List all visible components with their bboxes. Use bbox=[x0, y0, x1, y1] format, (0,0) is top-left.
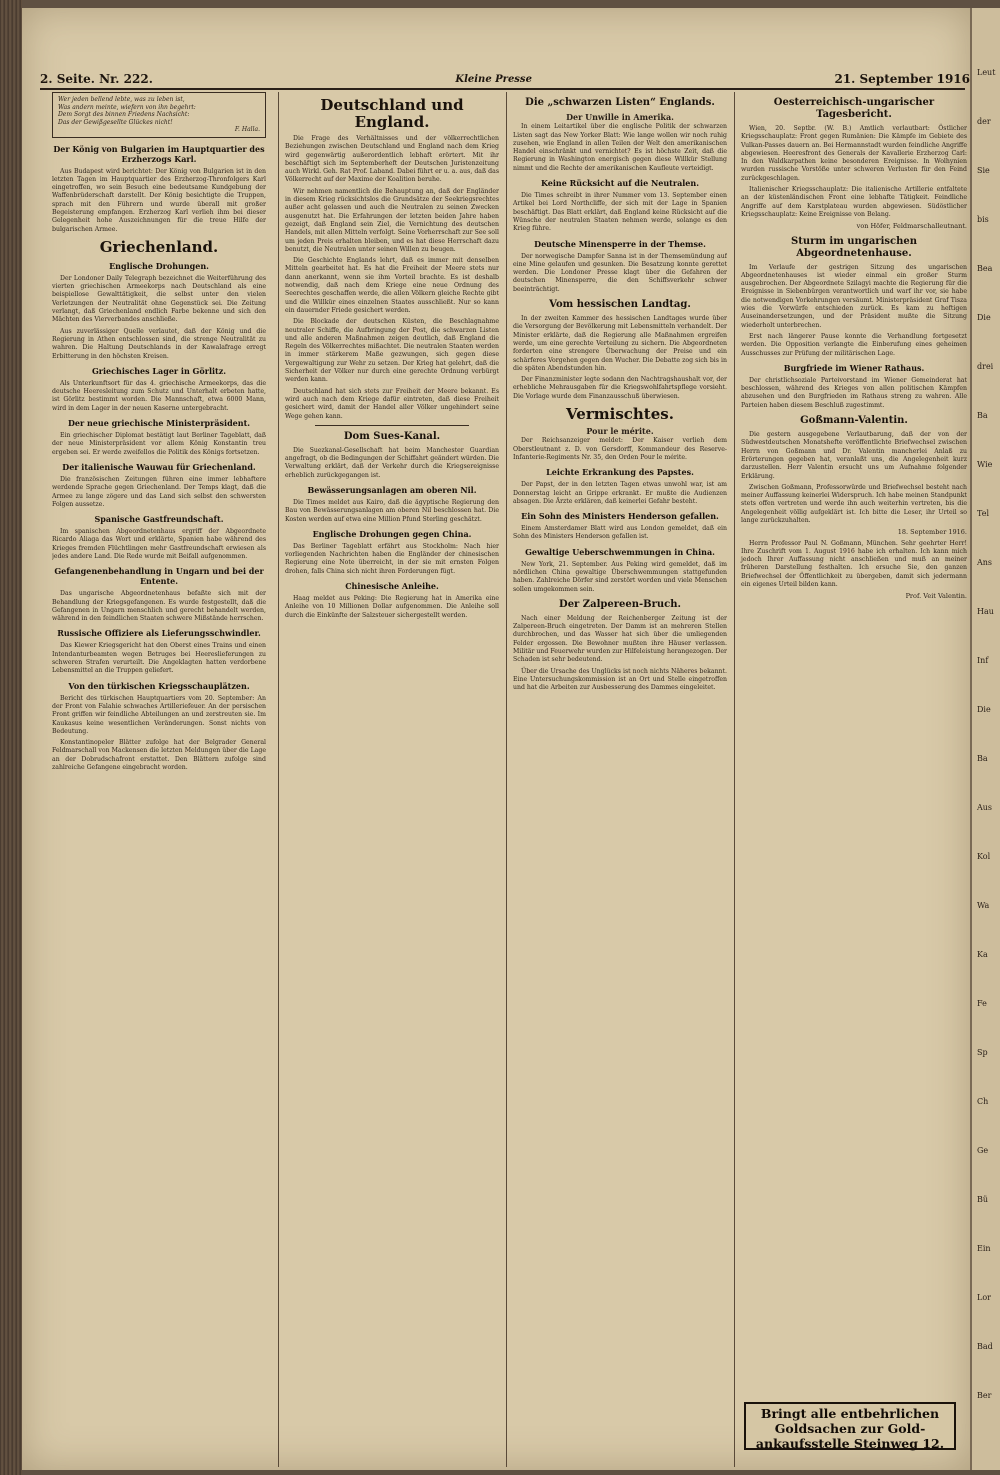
signature: Prof. Veit Valentin. bbox=[905, 592, 967, 601]
article-text: Die Blockade der deutschen Küsten, die Beschlagnahme neutraler Schiffe, die Aufbringung der Post, die schwarzen Listen und alle anderen Maßnahmen zeigen deutlich, daß England die Regeln des Völkerrechtes mißachtet. Die neutralen Staaten werden in immer stärkerem Maße gezwungen, sich gegen diese Vergewaltigung zur Wehr zu setzen. Der Krieg hat gelehrt, daß die Sicherheit der Völker nur durch eine gerechte Ordnung verbürgt werden kann. bbox=[285, 318, 499, 384]
article-text: Das Kiewer Kriegsgericht hat den Oberst eines Trains und einen Intendanturbeamten wegen Betruges bei Heereslieferungen zu schweren Strafen verurteilt. Die Angeklagten hatten verdorbene Lebensmittel an die Truppen geliefert. bbox=[52, 642, 266, 675]
edge-fragment: Bü bbox=[977, 1195, 989, 1204]
article-text: Der norwegische Dampfer Sanna ist in der Themsemündung auf eine Mine gelaufen und gesunken. Die Besatzung konnte gerettet werden. Die Londoner Presse klagt über die Gefahren der deutschen Minensperre, die den Schiffsverkehr schwer beeinträchtigt. bbox=[513, 252, 727, 293]
signature: von Höfer, Feldmarschalleutnant. bbox=[856, 222, 967, 231]
article-text: Konstantinopeler Blätter zufolge hat der Belgrader General Feldmarschall von Mackensen die letzten Meldungen über die Lage an der Dobrudschafront erstattet. Den Blättern zufolge sind zahlreiche Gefangene eingebracht worden. bbox=[52, 739, 266, 772]
edge-fragment: Bad bbox=[977, 1342, 993, 1351]
article-text: Im spanischen Abgeordnetenhaus ergriff der Abgeordnete Ricardo Aliaga das Wort und erklärte, Spanien habe während des Krieges fremden Flüchtlingen mehr Gastfreundschaft erwiesen als jedes andere Land. Die Rede wurde mit Beifall aufgenommen. bbox=[52, 528, 266, 560]
subheadline-listen: Der Unwille in Amerika. bbox=[566, 112, 674, 122]
headline-koenig: Der König von Bulgarien im Hauptquartier des Erzherzogs Karl. bbox=[53, 143, 265, 164]
book-binding bbox=[0, 0, 22, 1475]
article-text: Die Suezkanal-Gesellschaft hat beim Manchester Guardian angefragt, ob die Bedingungen der Schiffahrt geändert würden. Die Verwaltung erklärt, daß der Verkehr durch die Kriegsereignisse erheblich zurückgegangen ist. bbox=[285, 446, 499, 479]
edge-fragment: Die bbox=[977, 313, 991, 322]
header-rule bbox=[40, 88, 965, 90]
edge-fragment: Ba bbox=[977, 754, 988, 763]
article-text: Die Times schreibt in ihrer Nummer vom 13. September einen Artikel bei Lord Northcliffe, der sich mit der Lage in Spanien beschäftigt. Das Blatt erklärt, daß England keine Rücksicht auf die Wünsche der neutralen Staaten nehmen werde, solange es den Krieg führe. bbox=[513, 192, 727, 233]
edge-fragment: Ein bbox=[977, 1244, 991, 1253]
article-text: Einem Amsterdamer Blatt wird aus London gemeldet, daß ein Sohn des Ministers Henderson gefallen ist. bbox=[513, 525, 727, 541]
subheadline-merite: Pour le mérite. bbox=[586, 426, 654, 437]
article-text: Der Papst, der in den letzten Tagen etwas unwohl war, ist am Donnerstag leicht an Grippe erkrankt. Er mußte die Audienzen absagen. Die Ärzte erklären, daß keinerlei Gefahr besteht. bbox=[513, 481, 727, 505]
edge-fragment: Hau bbox=[977, 607, 994, 616]
edge-fragment: Ba bbox=[977, 411, 988, 420]
edge-fragment: bis bbox=[977, 215, 989, 224]
article-text: Die französischen Zeitungen führen eine immer lebhaftere werdende Sprache gegen Griechenland. Der Temps klagt, daß die Armee zu lange zögere und das Land sich selbst den schwersten Folgen aussetze. bbox=[52, 475, 266, 508]
article-text: Haag meldet aus Peking: Die Regierung hat in Amerika eine Anleihe von 10 Millionen Dollar aufgenommen. Die Anleihe soll durch die Einkünfte der Salzsteuer sichergestellt werden. bbox=[285, 595, 499, 619]
page-header bbox=[40, 70, 970, 88]
section-vermischtes: Vermischtes. bbox=[566, 405, 674, 424]
edge-fragment: Aus bbox=[977, 803, 993, 812]
headline-deutschland-england: Deutschland und England. bbox=[320, 96, 464, 131]
article-text: Aus Budapest wird berichtet: Der König von Bulgarien ist in den letzten Tagen im Hauptquartier des Erzherzog-Thronfolgers Karl eingetroffen, wo sein Besuch eine bedeutsame Kundgebung der Waffenbrüderschaft darstellt. Der König besichtigte die Truppen, sprach mit den Führern und wurde überall mit großer Begeisterung empfangen. Erzherzog Karl verlieh ihm bei dieser Gelegenheit hohe Auszeichnungen für die treue Hilfe der bulgarischen Armee. bbox=[52, 167, 266, 233]
column-2 bbox=[278, 92, 499, 1467]
edge-fragment: Leut bbox=[977, 68, 996, 77]
edge-fragment: Ka bbox=[977, 950, 988, 959]
headline-listen: Die „schwarzen Listen“ Englands. bbox=[525, 97, 715, 108]
article-text: Wien, 20. Septbr. (W. B.) Amtlich verlautbart: Östlicher Kriegsschauplatz: Front gegen Rumänien: Die Kämpfe im Gebiete des Vulkan-Passes dauern an. Bei Hermannstadt wurden feindliche Angriffe abgewiesen. Heeresfront des Generals der Kavallerie Erzherzog Carl: In den Waldkarpathen keine besonderen Ereignisse. In Wolhynien wurden russische Vorstöße unter schweren Verlusten für den Feind zurückgeschlagen. bbox=[741, 125, 967, 182]
headline-china: Englische Drohungen gegen China. bbox=[312, 528, 472, 539]
article-text: New York, 21. September. Aus Peking wird gemeldet, daß im nördlichen China gewaltige Überschwemmungen stattgefunden haben. Zahlreiche Dörfer sind zerstört worden und viele Menschen sollen umgekommen sein. bbox=[513, 560, 727, 593]
article-text: In einem Leitartikel über die englische Politik der schwarzen Listen sagt das New Yorker Blatt: Wie lange wollen wir noch ruhig zusehen, wie England in allen Teilen der Welt den amerikanischen Handel einschränkt und vernichtet? Es ist höchste Zeit, daß die Regierung in Washington energisch gegen diese Willkür Stellung nimmt und die Rechte der amerikanischen Kaufleute verteidigt. bbox=[513, 123, 727, 172]
headline-wauwau: Der italienische Wauwau für Griechenland. bbox=[62, 461, 256, 472]
article-text: Als Unterkunftsort für das 4. griechische Armeekorps, das die deutsche Heeresleitung zum Schutz und Unterhalt erbeten hatte, ist Görlitz bestimmt worden. Die Mannschaft, etwa 6000 Mann, wird in dem Lager in der neuen Kaserne untergebracht. bbox=[52, 379, 266, 412]
issue-date: 21. September 1916 bbox=[834, 72, 970, 86]
headline-gast: Spanische Gastfreundschaft. bbox=[94, 514, 224, 525]
headline-anleihe: Chinesische Anleihe. bbox=[345, 581, 439, 592]
article-text: Der Finanzminister legte sodann den Nachtragshaushalt vor, der erhebliche Mehrausgaben für die Kriegswohlfahrtspflege vorsieht. Die Vorlage wurde dem Finanzausschuß überwiesen. bbox=[513, 376, 727, 400]
edge-fragment: Ans bbox=[977, 558, 993, 567]
headline-landtag: Vom hessischen Landtag. bbox=[549, 299, 691, 311]
gold-ad bbox=[744, 1402, 956, 1450]
headline-tagesbericht: Oesterreichisch-ungarischer Tagesbericht. bbox=[773, 97, 935, 120]
ad-line: ankaufsstelle Steinweg 12. bbox=[755, 1436, 945, 1451]
poem-line: Was andern meinte, wiefern von ihn begehrt: bbox=[58, 103, 196, 111]
next-page-edge bbox=[970, 8, 1000, 1470]
edge-fragment: Ge bbox=[977, 1146, 989, 1155]
headline-zalpereen: Der Zalpereen-Bruch. bbox=[559, 598, 681, 610]
edge-fragment: Wie bbox=[977, 460, 993, 469]
headline-neutralen: Keine Rücksicht auf die Neutralen. bbox=[541, 178, 699, 189]
headline-englische: Englische Drohungen. bbox=[109, 260, 209, 271]
column-1 bbox=[52, 92, 266, 1467]
article-text: Der christlichsoziale Parteivorstand im Wiener Gemeinderat hat beschlossen, während des Krieges von allen politischen Kämpfen abzusehen und den Burgfrieden im Rathaus streng zu wahren. Alle Parteien haben diesem Beschluß zugestimmt. bbox=[741, 376, 967, 409]
article-text: Im Verlaufe der gestrigen Sitzung des ungarischen Abgeordnetenhauses ist wieder einmal ein großer Sturm ausgebrochen. Der Abgeordnete Szilagyi machte die Regierung für die Ereignisse in Siebenbürgen verantwortlich und warf ihr vor, sie habe die notwendigen Vorkehrungen versäumt. Ministerpräsident Graf Tisza wies die Vorwürfe entschieden zurück. Es kam zu heftigen Auseinandersetzungen, und der Präsident mußte die Sitzung wiederholt unterbrechen. bbox=[741, 263, 967, 329]
article-text: Italienischer Kriegsschauplatz: Die italienische Artillerie entfaltete an der küstenländischen Front eine lebhafte Tätigkeit. Feindliche Angriffe auf dem Karstplateau wurden abgewiesen. Südöstlicher Kriegsschauplatz: Keine Ereignisse von Belang. bbox=[741, 186, 967, 218]
headline-rathaus: Burgfriede im Wiener Rathaus. bbox=[783, 362, 925, 373]
poem-box bbox=[52, 92, 266, 138]
article-text: Wir nehmen namentlich die Behauptung an, daß der Engländer in diesem Krieg rücksichtslos die Grundsätze der Seekriegsrechtes außer acht gelassen und auch die Neutralen zu seinen Zwecken ausgenutzt hat. Die Erfahrungen der letzten beiden Jahre haben gezeigt, daß England sein Ziel, die Vernichtung des deutschen Handels, mit allen Mitteln verfolgt. Seine Vorherrschaft zur See soll um jeden Preis erhalten bleiben, und es hat diese Herrschaft dazu benutzt, die Neutralen unter seinen Willen zu beugen. bbox=[285, 187, 499, 253]
edge-fragment: Inf bbox=[977, 656, 989, 665]
edge-fragment: Kol bbox=[977, 852, 991, 861]
column-3 bbox=[506, 92, 727, 1467]
poem-line: Dem Sorgt des binnen Friedens Nachsicht: bbox=[58, 111, 190, 118]
edge-fragment: Tel bbox=[977, 509, 990, 518]
article-text: Die Geschichte Englands lehrt, daß es immer mit denselben Mitteln gearbeitet hat. Es hat die Freiheit der Meere stets nur dann anerkannt, wenn sie ihm Vorteil brachte. Es ist deshalb notwendig, daß nach dem Kriege eine neue Ordnung des Seerechtes geschaffen werde, die allen Völkern gleiche Rechte gibt und die Willkür eines einzelnen Staates ausschließt. Nur so kann ein dauernder Friede gesichert werden. bbox=[285, 257, 499, 314]
article-text: Herrn Professor Paul N. Goßmann, München. Sehr geehrter Herr! Ihre Zuschrift vom 1. August 1916 habe ich erhalten. Ich kann mich jedoch Ihrer Auffassung nicht anschließen und muß an meiner früheren Darstellung festhalten. Ich ersuche Sie, den ganzen Briefwechsel der Öffentlichkeit zu übergeben, damit sich jedermann ein eigenes Urteil bilden kann. bbox=[741, 539, 967, 589]
article-text: Der Reichsanzeiger meldet: Der Kaiser verlieh dem Oberstleutnant z. D. von Gersdorff, Kommandeur des Reserve-Infanterie-Regiments Nr. 35, den Orden Pour le mérite. bbox=[513, 437, 727, 461]
edge-fragment: der bbox=[977, 117, 991, 126]
edge-fragment: Die bbox=[977, 705, 991, 714]
page-number: 2. Seite. Nr. 222. bbox=[40, 72, 153, 86]
column-4 bbox=[734, 92, 967, 1467]
article-text: Zwischen Goßmann, Professorwürde und Briefwechsel besteht nach meiner Auffassung keinerlei Widerspruch. Ich habe meinen Standpunkt stets offen vertreten und werde ihn auch weiterhin vertreten, bis die Angelegenheit völlig aufgeklärt ist. Ich bitte die Leser, ihr Urteil so lange zurückzuhalten. bbox=[741, 483, 967, 524]
dateline: 18. September 1916. bbox=[897, 528, 967, 537]
headline-minister: Der neue griechische Ministerpräsident. bbox=[67, 418, 251, 429]
poem-line: Das der Gewißgesellte Glückes nicht! bbox=[58, 118, 173, 126]
divider bbox=[315, 425, 469, 426]
headline-china-flood: Gewaltige Ueberschwemmungen in China. bbox=[525, 546, 715, 557]
article-text: Das ungarische Abgeordnetenhaus befaßte sich mit der Behandlung der Kriegsgefangenen. Es wurde festgestellt, daß die Gefangenen in Ungarn menschlich und gerecht behandelt werden, während in den feindlichen Staaten schwere Mißstände herrschen. bbox=[52, 590, 266, 623]
ad-line: Goldsachen zur Gold- bbox=[774, 1421, 926, 1436]
edge-fragment: Wa bbox=[977, 901, 990, 910]
headline-themse: Deutsche Minensperre in der Themse. bbox=[534, 238, 706, 249]
article-text: Über die Ursache des Unglücks ist noch nichts Näheres bekannt. Eine Untersuchungskommission ist an Ort und Stelle eingetroffen und hat die Arbeiten zur Ausbesserung des Dammes eingeleitet. bbox=[513, 667, 727, 692]
headline-nil: Bewässerungsanlagen am oberen Nil. bbox=[307, 484, 477, 495]
article-text: Bericht des türkischen Hauptquartiers vom 20. September: An der Front von Falahie schwaches Artilleriefeuer. An der persischen Front griffen wir feindliche Abteilungen an und zerstreuten sie. Im Kaukasus keine wesentlichen Veränderungen. Sonst nichts von Bedeutung. bbox=[52, 694, 266, 735]
edge-fragment: Bea bbox=[977, 264, 993, 273]
article-text: Aus zuverlässiger Quelle verlautet, daß der König und die Regierung in Athen entschlossen sind, die strenge Neutralität zu wahren. Die Haltung Deutschlands in der Kawalafrage erregt Erbitterung in den höchsten Kreisen. bbox=[52, 327, 266, 360]
headline-henderson: Ein Sohn des Ministers Henderson gefallen. bbox=[521, 511, 719, 522]
poem-line: Wer jeden bellend lebte, was zu leben ist, bbox=[58, 96, 185, 103]
poem-author: F. Halla. bbox=[234, 126, 260, 133]
article-text: In der zweiten Kammer des hessischen Landtages wurde über die Versorgung der Bevölkerung mit Lebensmitteln verhandelt. Der Minister erklärte, daß die Regierung alle Maßnahmen ergreifen werde, um eine gerechte Verteilung zu sichern. Die Abgeordneten forderten eine strengere Überwachung der Preise und ein schärferes Vorgehen gegen den Wucher. Die Debatte zog sich bis in die späten Abendstunden hin. bbox=[513, 315, 727, 372]
headline-papst: Leichte Erkrankung des Papstes. bbox=[546, 467, 694, 478]
article-text: Nach einer Meldung der Reichenberger Zeitung ist der Zalpereen-Bruch eingetreten. Der Damm ist an mehreren Stellen durchbrochen, und das Wasser hat sich über die umliegenden Felder ergossen. Die Bewohner mußten ihre Häuser verlassen. Militär und Feuerwehr wurden zur Hilfeleistung herangezogen. Der Schaden ist sehr bedeutend. bbox=[513, 614, 727, 664]
article-text: Die Times meldet aus Kairo, daß die ägyptische Regierung den Bau von Bewässerungsanlagen am oberen Nil beschlossen hat. Die Kosten werden auf etwa eine Million Pfund Sterling geschätzt. bbox=[285, 498, 499, 523]
headline-sturm: Sturm im ungarischen Abgeordnetenhause. bbox=[790, 235, 917, 259]
edge-fragment: Sie bbox=[977, 166, 990, 175]
article-text: Deutschland hat sich stets zur Freiheit der Meere bekannt. Es wird auch nach dem Kriege dafür eintreten, daß diese Freiheit gesichert wird, damit der Handel aller Völker ungehindert seine Wege gehen kann. bbox=[285, 387, 499, 420]
headline-suez: Dom Sues-Kanal. bbox=[343, 430, 441, 442]
article-text: Erst nach längerer Pause konnte die Verhandlung fortgesetzt werden. Die Opposition verlangte die Einberufung eines geheimen Ausschusses zur Prüfung der militärischen Lage. bbox=[741, 332, 967, 357]
edge-fragment: Ch bbox=[977, 1097, 989, 1106]
edge-fragment: Sp bbox=[977, 1048, 988, 1057]
section-griechenland: Griechenland. bbox=[99, 237, 219, 256]
edge-fragment: Lor bbox=[977, 1293, 991, 1302]
headline-lager: Griechisches Lager in Görlitz. bbox=[91, 365, 227, 376]
article-text: Der Londoner Daily Telegraph bezeichnet die Weiterführung des vierten griechischen Armeekorps nach Deutschland als eine beispiellose Gewalttätigkeit, die selbst unter den vielen Verletzungen der Neutralität ohne Gegenstück sei. Die Zeitung verlangt, daß Griechenland endlich Farbe bekenne und sich den Mächten des Vierverbandes anschließe. bbox=[52, 274, 266, 324]
article-text: Die gestern ausgegebene Verlautbarung, daß der von der Südwestdeutschen Monatshefte veröffentlichte Briefwechsel zwischen Herrn von Goßmann und Dr. Valentin mancherlei Anlaß zu Erörterungen gegeben hat, veranlaßt uns, die Angelegenheit kurz darzustellen. Herr Valentin ersucht uns um Aufnahme folgender Erklärung. bbox=[741, 431, 967, 480]
masthead: Kleine Presse bbox=[455, 73, 532, 85]
edge-fragment: Fe bbox=[977, 999, 987, 1008]
headline-russische: Russische Offiziere als Lieferungsschwindler. bbox=[57, 628, 261, 639]
ad-line: Bringt alle entbehrlichen bbox=[760, 1406, 940, 1421]
article-text: Ein griechischer Diplomat bestätigt laut Berliner Tageblatt, daß der neue Ministerpräsident vor allem König Konstantin treu ergeben sei. Er werde zweifellos die Politik des Königs fortsetzen. bbox=[52, 432, 266, 456]
edge-fragment: drei bbox=[977, 362, 994, 371]
edge-fragment: Ber bbox=[977, 1391, 992, 1400]
article-text: Die Frage des Verhältnisses und der völkerrechtlichen Beziehungen zwischen Deutschland und England nach dem Krieg wird gegenwärtig außerordentlich lebhaft erörtert. Mit ihr beschäftigt sich im Septemberheft der Deutschen Juristenzeitung auch Wirkl. Geh. Rat Prof. Laband. Dabei führt er u. a. aus, daß das Völkerrecht auf der Maxime der Koalition beruhe. bbox=[285, 135, 499, 184]
headline-valentin: Goßmann-Valentin. bbox=[800, 415, 908, 427]
headline-gefangenen: Gefangenenbehandlung in Ungarn und bei der Entente. bbox=[54, 566, 264, 587]
headline-tuerkischen: Von den türkischen Kriegsschauplätzen. bbox=[68, 680, 250, 691]
article-text: Das Berliner Tageblatt erfährt aus Stockholm: Nach hier vorliegenden Nachrichten haben die Engländer der chinesischen Regierung eine Note überreicht, in der sie mit ernsten Folgen drohen, falls China sich nicht ihren Forderungen fügt. bbox=[285, 542, 499, 575]
